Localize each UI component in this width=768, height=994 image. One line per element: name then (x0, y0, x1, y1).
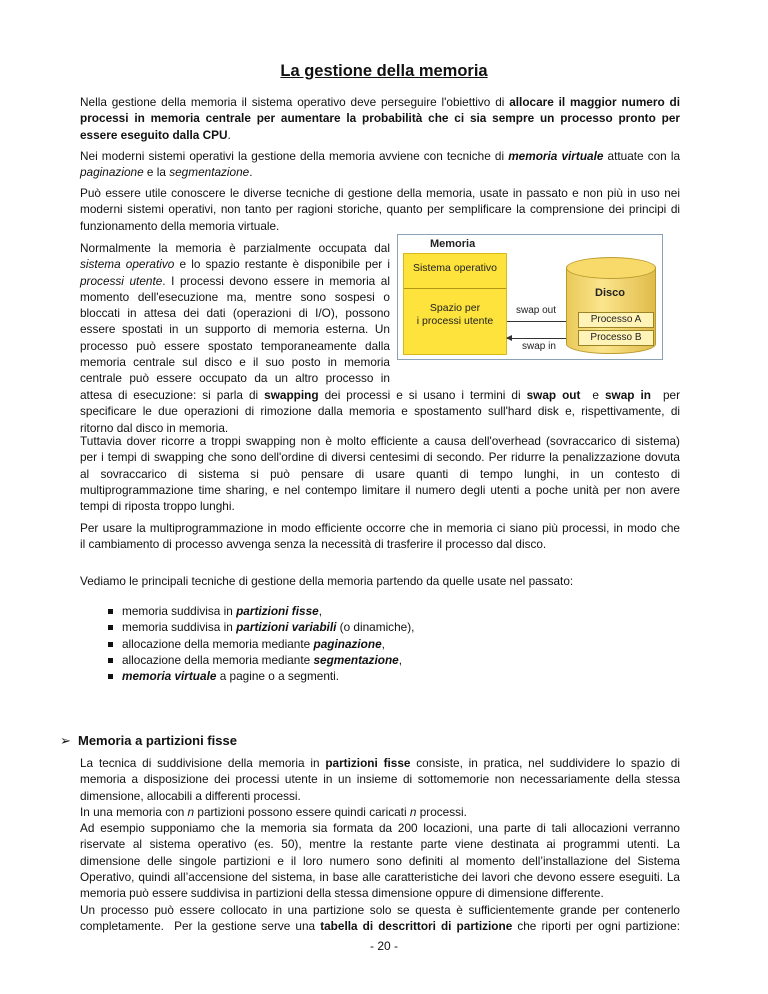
line: memoria può essere suddivisa in partizioni della stessa dimensione oppure di dimensione differente. (80, 886, 604, 901)
arrow-bullet-icon: ➢ (60, 733, 71, 748)
line: memoria a disposizione dei processi utente in un insieme di sottomemorie non necessariamente della stessa (80, 772, 680, 787)
os-area-label: Sistema operativo (412, 262, 498, 274)
line: al sovraccarico di sistema si può pensare di usare quanti di tempo lunghi, in un contesto di (80, 466, 680, 481)
line: il cambiamento di processo avvenga senza la necessità di trasferire il processo dal disco. (80, 537, 547, 552)
line: sistema operativo e lo spazio restante è disponibile per i (80, 257, 390, 272)
swapping-paragraph-left (80, 240, 390, 387)
line: multiprogrammazione time sharing, e nel contempo limitare il numero degli utenti a poche unità per non avere (80, 482, 680, 497)
multiprogramming-paragraph (80, 520, 680, 553)
swapping-diagram (397, 234, 663, 360)
line: processo può essere spostato temporaneamente dalla (80, 338, 390, 353)
section-heading: ➢ Memoria a partizioni fisse (60, 733, 237, 748)
line: funzionamento della memoria virtuale. (80, 218, 280, 233)
swapping-paragraph-bottom (80, 387, 680, 436)
line: Può essere utile conoscere le diverse tecniche di gestione della memoria, usate in passato e non più in uso nei (80, 186, 680, 200)
line: essere spostati in un supporto di memoria esterna. Un (80, 322, 390, 337)
techniques-paragraph (80, 185, 680, 234)
line: processi utente. I processi devono essere in memoria al (80, 273, 390, 288)
line: Nella gestione della memoria il sistema operativo deve perseguire l'obiettivo di allocare il maggior numero di (80, 95, 680, 109)
line: bloccati in attesa dei dati (operazioni di I/O), possono (80, 306, 390, 321)
page-title: La gestione della memoria (280, 62, 488, 80)
list-item: memoria suddivisa in partizioni variabili (o dinamiche), (108, 619, 414, 635)
user-area-label: Spazio per i processi utente (416, 302, 494, 327)
line: memoria centrale sul disco e il suo posto in memoria (80, 355, 390, 370)
line: Per usare la multiprogrammazione in modo efficiente occorre che in memoria ci siano più processi, in modo che (80, 521, 680, 535)
list-item: memoria virtuale a pagine o a segmenti. (108, 668, 414, 684)
line: specificare le due operazioni di rimozione dalla memoria e spostamento sull'hard disk e, rispettivamente, di (80, 404, 680, 419)
line: centrale può essere occupato da un altro processo in (80, 371, 390, 386)
line: dimensione delle singole partizioni e il loro numero sono definiti al momento dell’installazione del Sistema (80, 853, 680, 868)
line: Normalmente la memoria è parzialmente occupata dal (80, 241, 390, 255)
memory-block (403, 253, 507, 355)
process-a-box: Processo A (578, 312, 654, 328)
disk-cylinder (566, 257, 656, 357)
line: attesa di esecuzione: si parla di swapping dei processi e si usano i termini di swap out e swap in per (80, 388, 681, 402)
list-item: allocazione della memoria mediante paginazione, (108, 636, 414, 652)
list-item: memoria suddivisa in partizioni fisse, (108, 603, 414, 619)
memory-title: Memoria (430, 238, 476, 250)
line: riservate al sistema operativo (es. 50), mentre la restante parte viene destinata ai programmi utenti. La (80, 837, 680, 852)
line: Un processo può essere collocato in una partizione solo se questa è sufficientemente grande per contenerlo (80, 902, 680, 917)
line: Nei moderni sistemi operativi la gestione della memoria avviene con tecniche di memoria virtuale attuate con la (80, 149, 681, 163)
disk-label: Disco (595, 287, 625, 299)
line: paginazione e la segmentazione. (80, 165, 253, 180)
disk-top (566, 257, 656, 279)
virtual-memory-paragraph (80, 148, 680, 181)
line: La tecnica di suddivisione della memoria in partizioni fisse consiste, in pratica, nel suddividere lo spazio di (80, 756, 680, 770)
line: completamente. Per la gestione serve una tabella di descrittori di partizione che riporti per ogni partizione: (80, 918, 680, 933)
line: dimensione, allocabili a differenti processi. (80, 788, 301, 803)
line: tempi di riposta troppo lunghi. (80, 499, 235, 514)
line: essere eseguito dalla CPU. (80, 127, 231, 142)
line: Vediamo le principali tecniche di gestione della memoria partendo da quelle usate nel passato: (80, 574, 574, 588)
line: processi in memoria centrale per aumentare la probabilità che ci sia sempre un processo pronto per (80, 111, 680, 126)
line: Tuttavia dover ricorre a troppi swapping non è molto efficiente a causa dell'overhead (sovraccarico di sistema) (80, 434, 680, 448)
memory-divider (404, 288, 506, 289)
fixed-partitions-paragraph (80, 755, 680, 934)
line: moderni sistemi operativi, non tanto per ragioni storiche, quanto per semplificare la comprensione dei principi di (80, 202, 680, 217)
line: Operativo, quindi all’accensione del sistema, in base alle caratteristiche dei lavori che devono essere eseguiti. La (80, 870, 680, 885)
line: per i tempi di swapping che sono dell'ordine di diversi centesimi di secondo. Per ridurre la penalizzazione dovuta (80, 450, 680, 465)
line: momento dell'esecuzione ma, mentre sono sospesi o (80, 289, 390, 304)
line: Ad esempio supponiamo che la memoria sia formata da 200 locazioni, una parte di tali allocazioni verranno (80, 821, 680, 836)
process-b-box: Processo B (578, 330, 654, 346)
swap-out-label: swap out (516, 305, 557, 316)
techniques-list (108, 603, 414, 684)
line: In una memoria con n partizioni possono essere quindi caricati n processi. (80, 804, 467, 819)
overhead-paragraph (80, 433, 680, 514)
intro-paragraph (80, 94, 680, 143)
page-number: - 20 - (369, 939, 398, 953)
list-item: allocazione della memoria mediante segmentazione, (108, 652, 414, 668)
line: ritorno dal disco in memoria. (80, 420, 229, 435)
techniques-intro (80, 573, 680, 589)
swap-in-label: swap in (522, 341, 556, 352)
